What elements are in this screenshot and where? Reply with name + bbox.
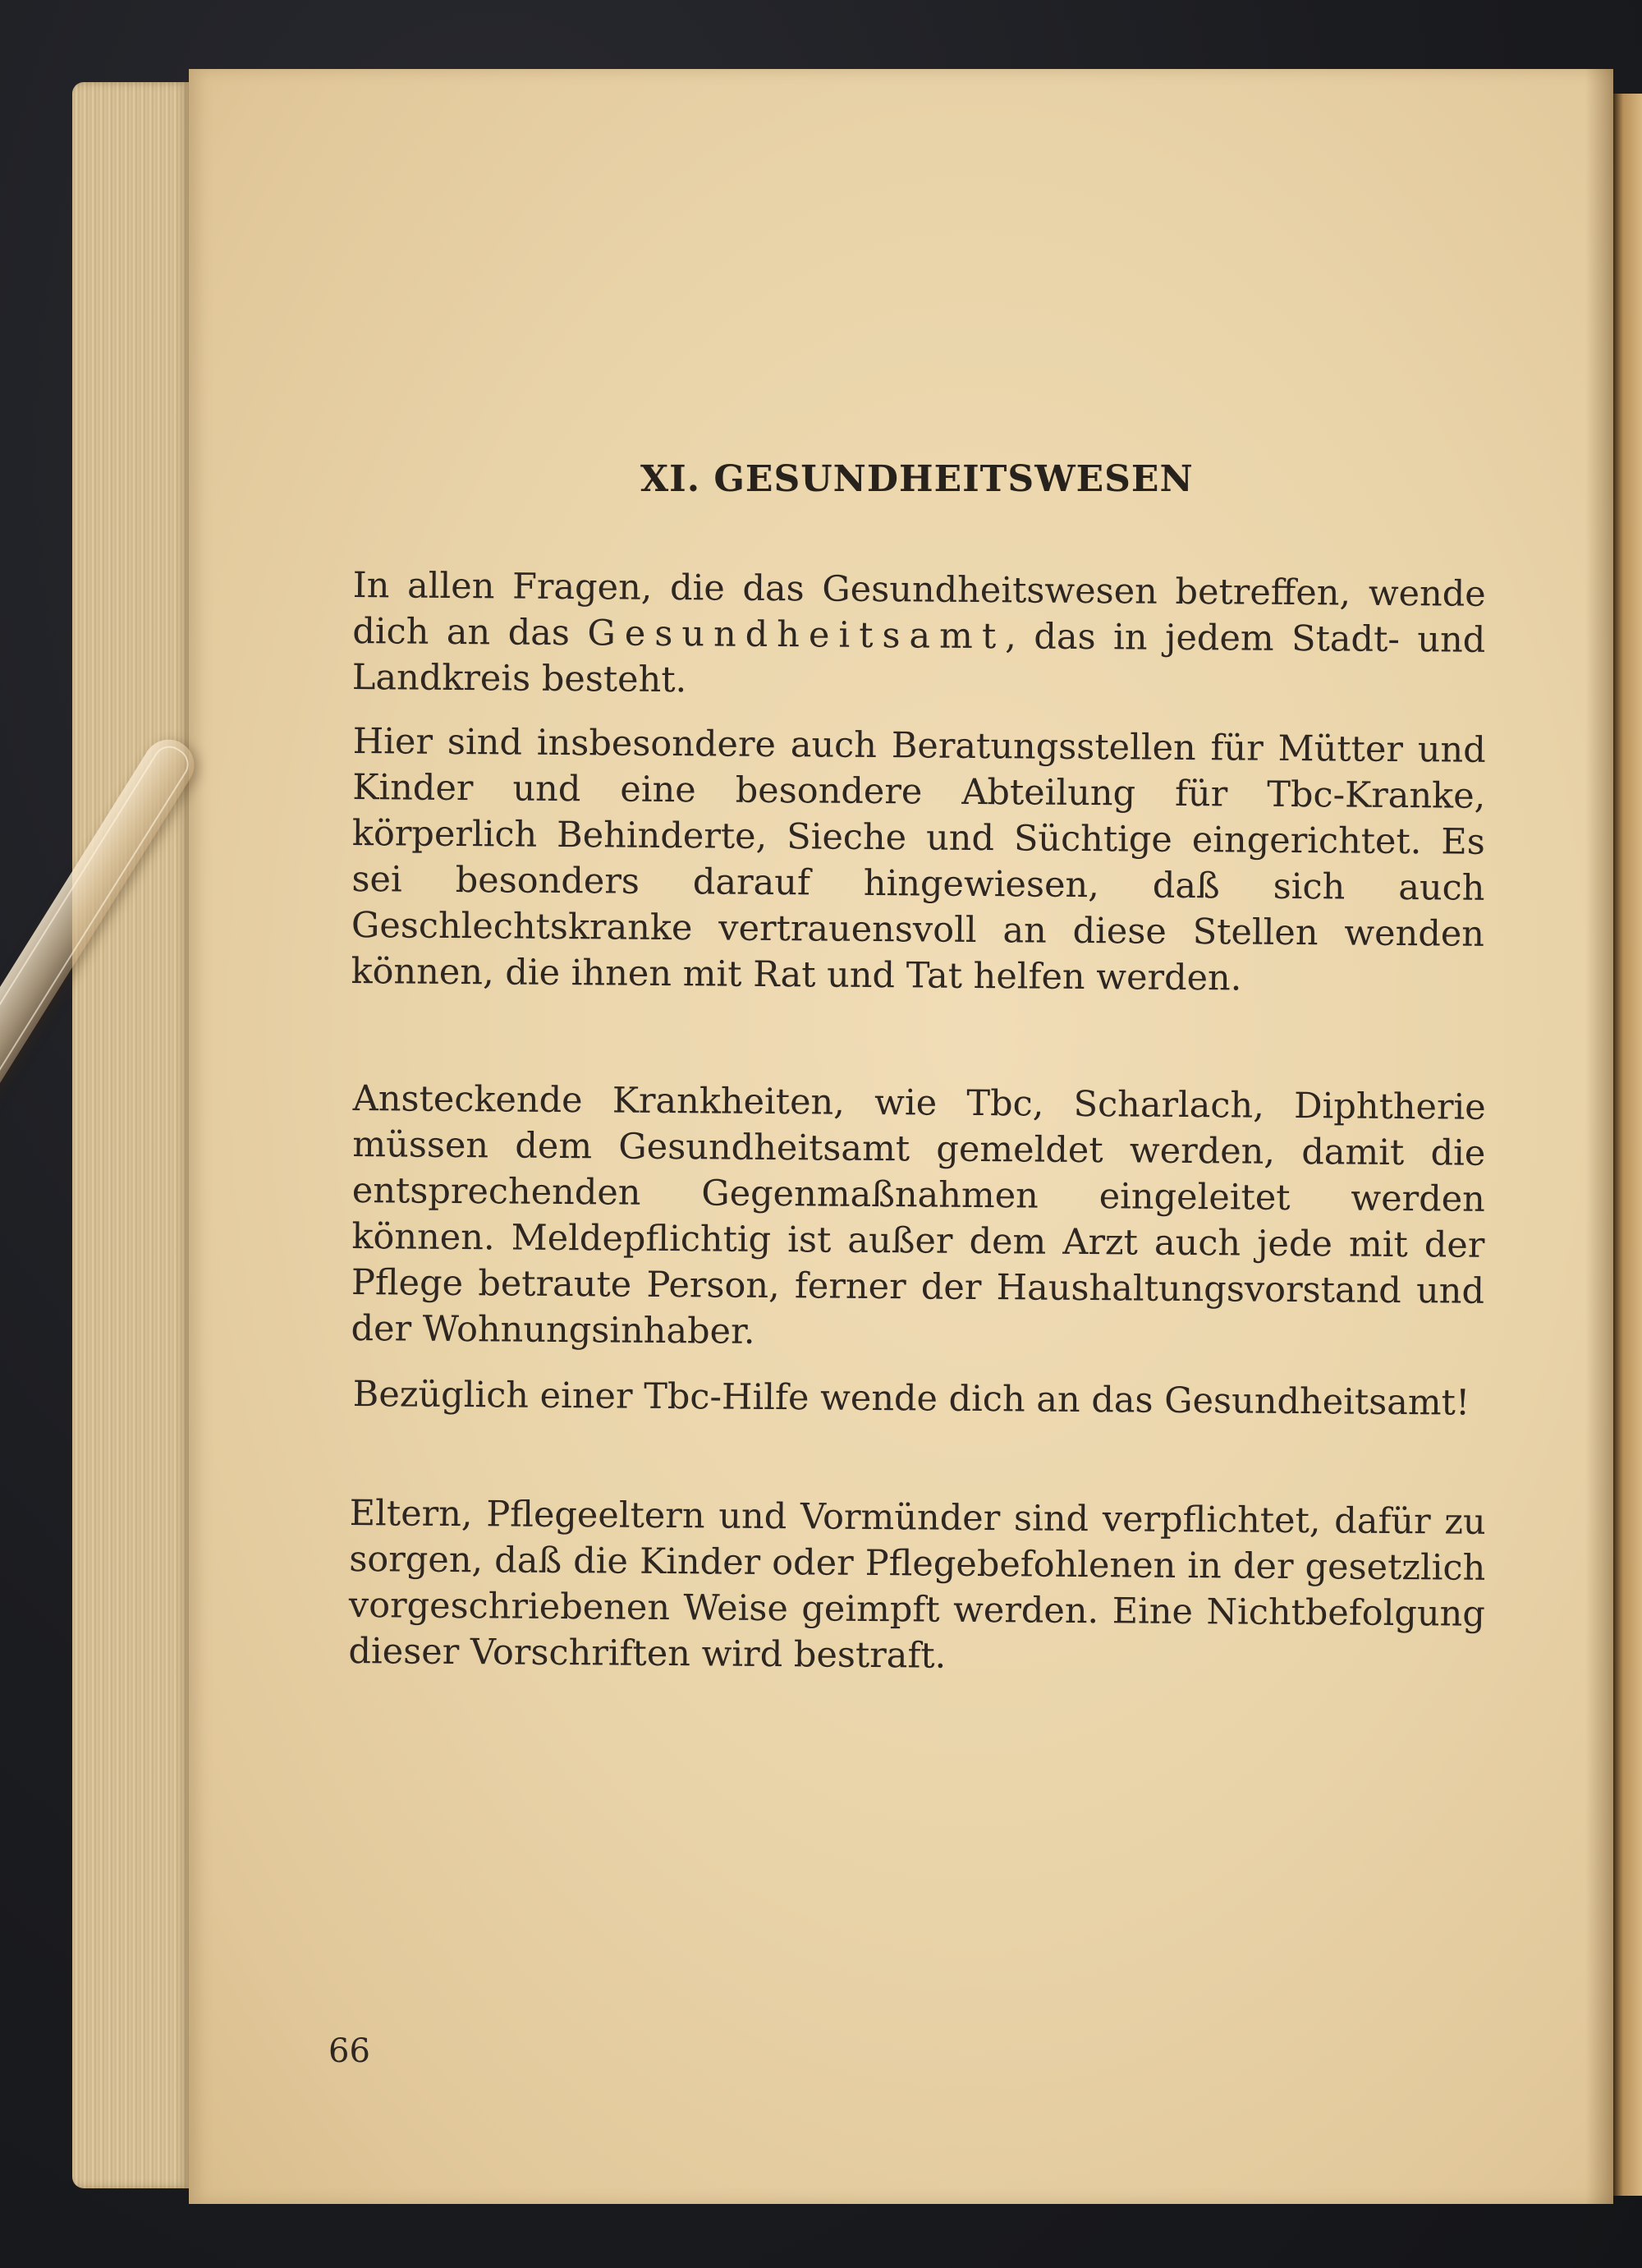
paragraph-5: Eltern, Pflegeeltern und Vormünder sind verpflichtet, dafür zu sorgen, daß die Kinder oder Pflegebefohlenen in der gesetzlich vorgeschriebenen Weise geimpft werden. Eine Nichtbefolgung dieser Vorschriften wird bestraft. — [348, 1492, 1486, 1677]
page-edges — [72, 82, 189, 2188]
paragraph-2: Hier sind insbesondere auch Beratungsstellen für Mütter und Kinder und eine besondere Abteilung für Tbc-Kranke, körperlich Behinderte, Sieche und Süchtige eingerichtet. Es sei besonders darauf hingewiesen, daß sich auch Geschlechtskranke vertrauensvoll an diese Stellen wenden können, die ihnen mit Rat und Tat helfen werden. — [351, 720, 1486, 999]
paragraph-1-tail: , das in jedem Stadt- und Landkreis besteht. — [351, 616, 1486, 701]
paragraph-3: Ansteckende Krankheiten, wie Tbc, Scharlach, Diphtherie müssen dem Gesundheitsamt gemeldet werden, damit die entsprechenden Gegenmaßnahmen eingeleitet werden können. Meldepflichtig ist außer dem Arzt auch jede mit der Pflege betraute Person, ferner der Haushaltungsvorstand und der Wohnungsinhaber. — [351, 1077, 1486, 1352]
paragraph-1-text: In allen Fragen, die das Gesundheitswesen betreffen, wende dich an das — [352, 564, 1486, 654]
paragraph-4: Bezüglich einer Tbc-Hilfe wende dich an das Gesundheitsamt! — [352, 1373, 1470, 1424]
page-gutter — [1585, 69, 1613, 2204]
page-number: 66 — [328, 2032, 370, 2070]
paragraph-1-emphasis: Gesundheitsamt — [587, 613, 1006, 658]
chapter-title: XI. GESUNDHEITSWESEN — [640, 458, 1194, 500]
paragraph-1 — [352, 562, 1486, 709]
facing-page-edge — [1613, 94, 1642, 2196]
